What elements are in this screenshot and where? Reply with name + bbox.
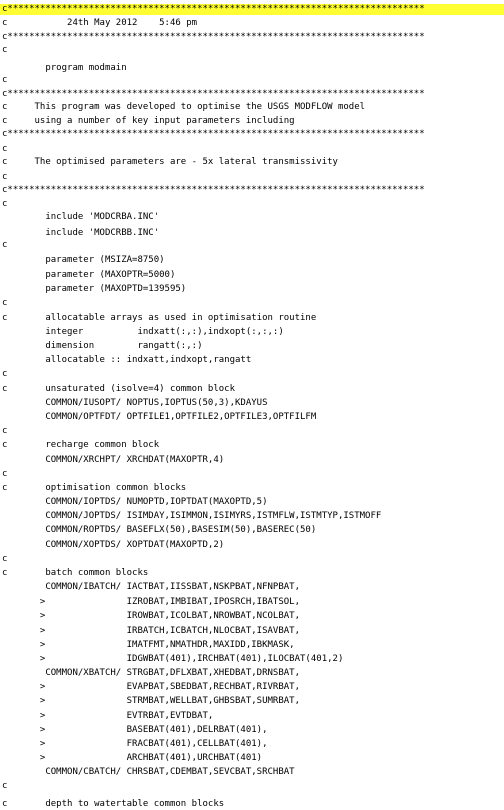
code-line[interactable]: c***************************************************************************** bbox=[2, 185, 425, 195]
code-line[interactable]: c bbox=[2, 554, 8, 564]
code-line[interactable]: > IMATFMT,NMATHDR,MAXIDD,IBKMASK, bbox=[2, 640, 295, 650]
code-line[interactable]: > IZROBAT,IMBIBAT,IPOSRCH,IBATSOL, bbox=[2, 597, 301, 607]
code-line[interactable]: c bbox=[2, 75, 8, 85]
code-line[interactable]: c bbox=[2, 781, 8, 791]
code-line[interactable]: c bbox=[2, 426, 8, 436]
code-line[interactable]: c bbox=[2, 172, 8, 182]
code-line[interactable]: c This program was developed to optimise the USGS MODFLOW model bbox=[2, 102, 366, 112]
code-line[interactable]: COMMON/OPTFDT/ OPTFILE1,OPTFILE2,OPTFILE3,OPTFILFM bbox=[2, 412, 317, 422]
code-line[interactable]: parameter (MAXOPTD=139595) bbox=[2, 284, 187, 294]
code-line[interactable]: c bbox=[2, 298, 8, 308]
code-line[interactable]: COMMON/CBATCH/ CHRSBAT,CDEMBAT,SEVCBAT,SRCHBAT bbox=[2, 767, 295, 777]
code-line[interactable]: integer indxatt(:,:),indxopt(:,:,:) bbox=[2, 327, 284, 337]
code-line[interactable]: c bbox=[2, 469, 8, 479]
code-line[interactable]: allocatable :: indxatt,indxopt,rangatt bbox=[2, 355, 252, 365]
code-line[interactable]: include 'MODCRBA.INC' bbox=[2, 212, 160, 222]
code-line[interactable]: COMMON/IBATCH/ IACTBAT,IISSBAT,NSKPBAT,NFNPBAT, bbox=[2, 582, 301, 592]
code-line[interactable]: > BASEBAT(401),DELRBAT(401), bbox=[2, 725, 268, 735]
code-line[interactable]: > IROWBAT,ICOLBAT,NROWBAT,NCOLBAT, bbox=[2, 611, 301, 621]
code-line[interactable]: COMMON/IOPTDS/ NUMOPTD,IOPTDAT(MAXOPTD,5) bbox=[2, 497, 268, 507]
code-line[interactable]: COMMON/XRCHPT/ XRCHDAT(MAXOPTR,4) bbox=[2, 455, 225, 465]
code-line[interactable]: c allocatable arrays as used in optimisation routine bbox=[2, 313, 317, 323]
code-line[interactable]: dimension rangatt(:,:) bbox=[2, 341, 203, 351]
code-line[interactable]: c***************************************************************************** bbox=[2, 89, 425, 99]
code-line[interactable]: c 24th May 2012 5:46 pm bbox=[2, 18, 198, 28]
code-line[interactable]: COMMON/ROPTDS/ BASEFLX(50),BASESIM(50),BASEREC(50) bbox=[2, 525, 317, 535]
code-line[interactable]: include 'MODCRBB.INC' bbox=[2, 228, 160, 238]
code-line[interactable]: program modmain bbox=[2, 63, 127, 73]
code-line[interactable]: parameter (MSIZA=8750) bbox=[2, 255, 165, 265]
code-line[interactable]: c***************************************************************************** bbox=[2, 32, 425, 42]
code-line[interactable]: c unsaturated (isolve=4) common block bbox=[2, 384, 235, 394]
code-line[interactable]: c***************************************************************************** bbox=[2, 129, 425, 139]
code-line[interactable]: c bbox=[2, 45, 8, 55]
code-line[interactable]: > EVTRBAT,EVTDBAT, bbox=[2, 711, 214, 721]
code-line[interactable]: c batch common blocks bbox=[2, 568, 149, 578]
code-line[interactable]: c bbox=[2, 199, 8, 209]
code-line[interactable]: > STRMBAT,WELLBAT,GHBSBAT,SUMRBAT, bbox=[2, 696, 301, 706]
code-line[interactable]: > EVAPBAT,SBEDBAT,RECHBAT,RIVRBAT, bbox=[2, 682, 301, 692]
code-line[interactable]: c bbox=[2, 369, 8, 379]
code-line[interactable]: COMMON/XBATCH/ STRGBAT,DFLXBAT,XHEDBAT,DRNSBAT, bbox=[2, 668, 301, 678]
code-line[interactable]: COMMON/JOPTDS/ ISIMDAY,ISIMMON,ISIMYRS,ISTMFLW,ISTMTYP,ISTMOFF bbox=[2, 511, 382, 521]
code-line[interactable]: c recharge common block bbox=[2, 440, 160, 450]
code-line[interactable]: c using a number of key input parameters including bbox=[2, 116, 295, 126]
code-line[interactable]: > IRBATCH,ICBATCH,NLOCBAT,ISAVBAT, bbox=[2, 626, 301, 636]
code-line[interactable]: > IDGWBAT(401),IRCHBAT(401),ILOCBAT(401,2) bbox=[2, 654, 344, 664]
code-line[interactable]: > ARCHBAT(401),URCHBAT(401) bbox=[2, 753, 263, 763]
code-line[interactable]: c bbox=[2, 144, 8, 154]
code-line[interactable]: COMMON/IUSOPT/ NOPTUS,IOPTUS(50,3),KDAYUS bbox=[2, 398, 268, 408]
code-line[interactable]: c bbox=[2, 240, 8, 250]
code-line[interactable]: parameter (MAXOPTR=5000) bbox=[2, 270, 176, 280]
highlighted-code-line[interactable]: c***************************************************************************** bbox=[0, 4, 504, 15]
code-line[interactable]: > FRACBAT(401),CELLBAT(401), bbox=[2, 739, 268, 749]
code-line[interactable]: COMMON/XOPTDS/ XOPTDAT(MAXOPTD,2) bbox=[2, 540, 225, 550]
code-line[interactable]: c optimisation common blocks bbox=[2, 483, 187, 493]
code-line[interactable]: c The optimised parameters are - 5x lateral transmissivity bbox=[2, 157, 338, 167]
code-line[interactable]: c depth to watertable common blocks bbox=[2, 799, 225, 810]
